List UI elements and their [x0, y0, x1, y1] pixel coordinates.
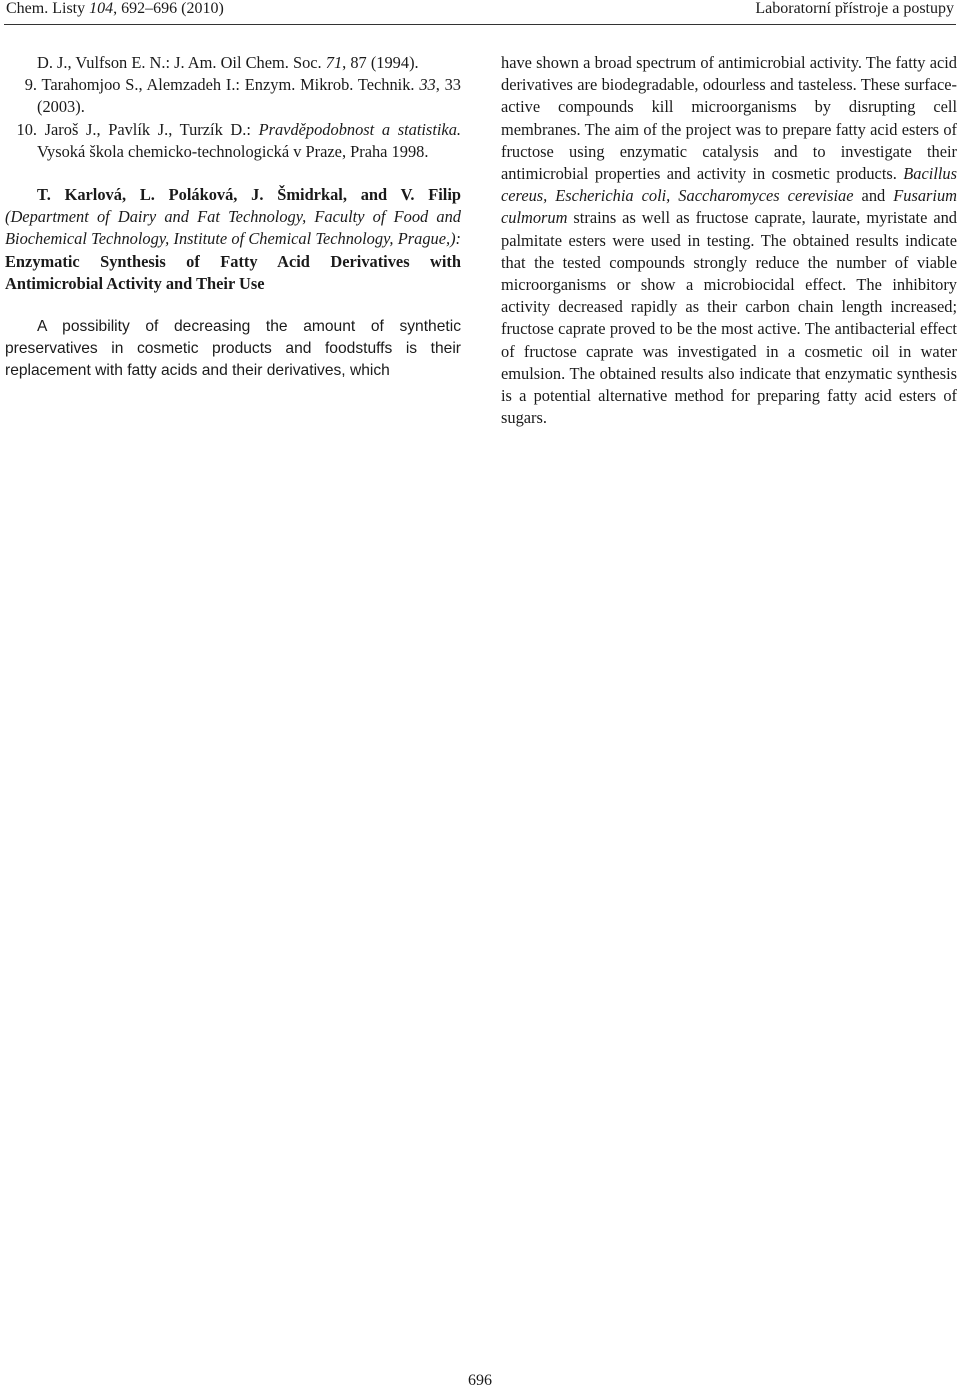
page-number-text: 696: [468, 1372, 492, 1389]
ref8-year: , 87 (1994).: [342, 53, 419, 72]
running-header: [0, 0, 960, 22]
conjunction: and: [853, 186, 894, 206]
abstract-affiliation: (Department of Dairy and Fat Technology, Faculty of Food and Biochemical Technology, Institute of Chemical Technology, Prague,):: [5, 207, 461, 249]
abstract-authors: T. Karlová, L. Poláková, J. Šmidrkal, and V. Filip: [37, 185, 461, 205]
page-number: [0, 1372, 960, 1390]
ref8-text: D. J., Vulfson E. N.: J. Am. Oil Chem. Soc.: [37, 53, 326, 72]
spacer: [5, 295, 461, 316]
ref10-number: 10.: [16, 119, 37, 139]
organism-list: Bacillus cereus, Escherichia coli, Saccharomyces cerevisiae: [501, 164, 957, 206]
left-column: [5, 52, 461, 383]
header-rule: [4, 24, 956, 25]
ref10-authors: Jaroš J., Pavlík J., Turzík D.:: [44, 119, 259, 139]
ref9-volume: 33: [419, 75, 436, 95]
reference-10: [16, 119, 461, 163]
ref9-number: 9.: [24, 75, 37, 95]
spacer: [5, 163, 461, 184]
reference-9: [24, 74, 461, 118]
ref9-year: , 33 (2003).: [37, 75, 461, 117]
abstract-paragraph-2: [501, 52, 957, 429]
right-column: [501, 52, 957, 429]
ref10-publisher: Vysoká škola chemicko-technologická v Praze, Praha 1998.: [37, 141, 429, 161]
journal-volume: 104: [89, 0, 114, 17]
journal-pages: , 692–696 (2010): [113, 0, 224, 17]
abstract-text-b: strains as well as fructose caprate, laurate, myristate and palmitate esters were used in testing. The obtained results indicate that the tested compounds strongly reduce the number of viable microorganisms or show a microbiocidal effect. The inhibitory activity decreased rapidly as their carbon chain length increased; fructose caprate proved to be the most active. The antibacterial effect of fructose caprate was investigated in a cosmetic oil in water emulsion. The obtained results also indicate that enzymatic synthesis is a potential alternative method for preparing fatty acid esters of sugars.: [501, 208, 957, 428]
journal-name: Chem. Listy: [6, 0, 90, 17]
ref9-text: Tarahomjoo S., Alemzadeh I.: Enzym. Mikrob. Technik.: [41, 75, 420, 95]
abstract-paragraph-1: A possibility of decreasing the amount of synthetic preservatives in cosmetic products and foodstuffs is their replacement with fatty acids and their derivatives, which: [5, 318, 461, 380]
journal-citation: [6, 0, 224, 18]
section-name: Laboratorní přístroje a postupy: [755, 0, 954, 17]
abstract-text-a: have shown a broad spectrum of antimicrobial activity. The fatty acid derivatives are biodegradable, odourless and tasteless. These surface-active compounds kill microorganisms by disrupting cell membranes. The aim of the project was to prepare fatty acid esters of fructose using enzymatic catalysis and to investigate their antimicrobial properties and activity in cosmetic products.: [501, 53, 957, 184]
abstract-title: Enzymatic Synthesis of Fatty Acid Derivatives with Antimicrobial Activity and Their Use: [5, 251, 461, 293]
ref10-title: Pravděpodobnost a statistika.: [258, 119, 461, 139]
organism-fusarium: Fusarium culmorum: [501, 186, 957, 228]
abstract-heading: [5, 184, 461, 295]
reference-8-continued: [37, 52, 461, 74]
ref8-volume: 71: [325, 53, 343, 72]
reference-list: [5, 52, 461, 163]
